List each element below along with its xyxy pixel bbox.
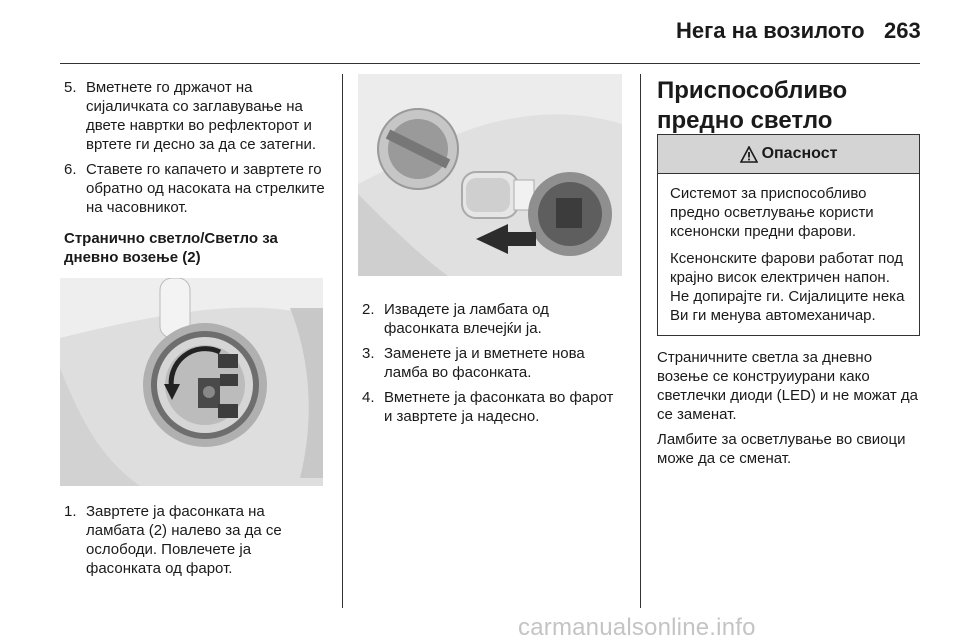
page-number: 263 [884,18,921,43]
step-5 [64,78,326,154]
left-column-lower [64,502,326,584]
middle-column [362,300,624,432]
section-heading: Приспособливо предно светло [657,77,848,134]
step-1 [64,502,326,578]
subheading: Странично светло/Светло за дневно возење (2) [64,230,278,266]
danger-warning-box [657,134,920,336]
warning-paragraph: Системот за приспособливо предно осветлување користи ксенонски предни фарови. [670,185,874,240]
watermark: carmanualsonline.info [518,614,756,641]
body-paragraph: Страничните светла за дневно возење се конструиурани како светлечки диоди (LED) и не можат да се заменат. [657,349,918,423]
step-number: 2. [362,301,375,318]
step-number: 1. [64,503,77,520]
step-2 [362,300,624,338]
bulb-socket-illustration [358,74,622,276]
step-number: 3. [362,345,375,362]
step-number: 5. [64,79,77,96]
column-divider-right [640,74,641,608]
body-paragraph: Ламбите за осветлување во свиоци може да се сменат. [657,431,906,467]
warning-body [658,174,919,335]
step-6 [64,160,326,217]
warning-paragraph: Ксенонските фарови работат под крајно висок електричен напон. Не допирајте ги. Сијалиците нека Ви ги менува автомеханичар. [670,250,905,324]
step-4 [362,388,624,426]
warning-header [658,135,919,174]
step-text: Заменете ја и вметнете нова ламба во фасонката. [384,345,585,381]
headlamp-socket-illustration [60,278,323,486]
step-text: Ставете го капачето и завртете го обратно од насоката на стрелките на часовникот. [86,161,325,216]
step-text: Завртете ја фасонката на ламбата (2) налево за да се ослободи. Повлечете ја фасонката од фарот. [86,503,282,577]
column-divider-left [342,74,343,608]
step-number: 6. [64,161,77,178]
right-column-text [657,348,921,474]
step-3 [362,344,624,382]
warning-title: Опасност [761,145,838,162]
step-text: Вметнете ја фасонката во фарот и завртете ја надесно. [384,389,614,425]
left-column [64,78,326,275]
headlamp-photo [60,278,323,486]
step-text: Вметнете го држачот на сијаличката со заглавување на двете навртки во рефлекторот и вртете ги десно за да се затегни. [86,79,317,153]
section-title: Нега на возилото [676,18,865,43]
bulb-removal-photo [358,74,622,276]
header-rule [60,63,920,64]
step-number: 4. [362,389,375,406]
step-text: Извадете ја ламбата од фасонката влечејќи ја. [384,301,549,337]
warning-triangle-icon [740,146,758,163]
